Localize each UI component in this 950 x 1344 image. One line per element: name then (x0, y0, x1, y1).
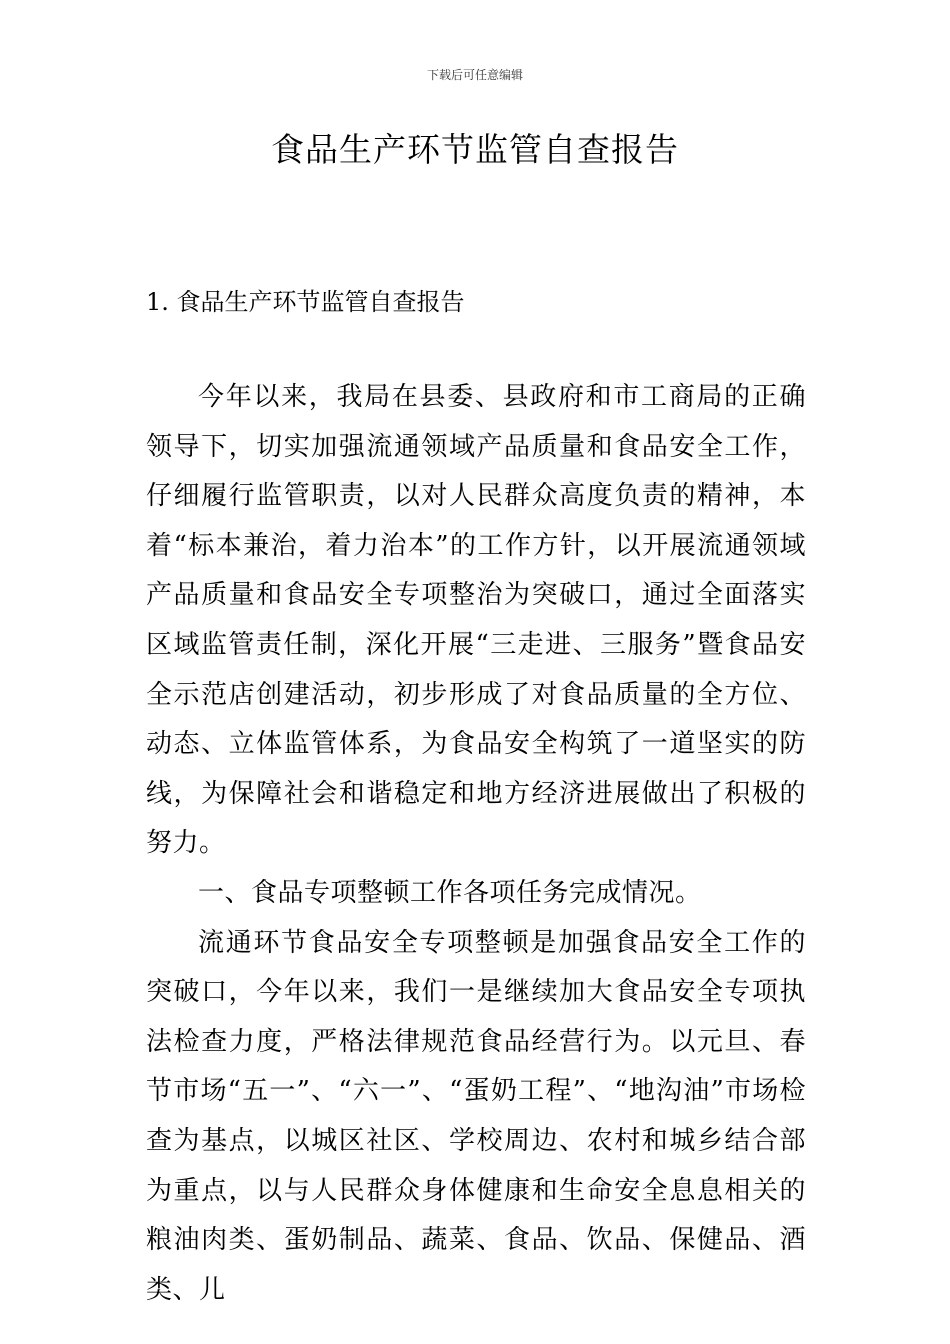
paragraph-subheading: 一、食品专项整顿工作各项任务完成情况。 (198, 877, 702, 908)
document-title: 食品生产环节监管自查报告 (271, 130, 679, 169)
paragraph-body: 流通环节食品安全专项整顿是加强食品安全工作的突破口，今年以来，我们一是继续加大食品安全专项执法检查力度，严格法律规范食品经营行为。以元旦、春节市场“五一”、“六一”、“蛋奶工程”、“地沟油”市场检查为基点，以城区社区、学校周边、农村和城乡结合部为重点，以与人民群众身体健康和生命安全息息相关的粮油肉类、蛋奶制品、蔬菜、食品、饮品、保健品、酒类、儿 (146, 927, 806, 1305)
paragraph-intro: 今年以来，我局在县委、县政府和市工商局的正确领导下，切实加强流通领域产品质量和食品安全工作，仔细履行监管职责，以对人民群众高度负责的精神，本着“标本兼治，着力治本”的工作方针，以开展流通领域产品质量和食品安全专项整治为突破口，通过全面落实区域监管责任制，深化开展“三走进、三服务”暨食品安全示范店创建活动，初步形成了对食品质量的全方位、动态、立体监管体系，为食品安全构筑了一道坚实的防线，为保障社会和谐稳定和地方经济进展做出了积极的努力。 (146, 382, 806, 859)
header-note: 下载后可任意编辑 (426, 68, 523, 82)
body-text (146, 373, 806, 1315)
section-heading: 1. 食品生产环节监管自查报告 (146, 288, 465, 316)
